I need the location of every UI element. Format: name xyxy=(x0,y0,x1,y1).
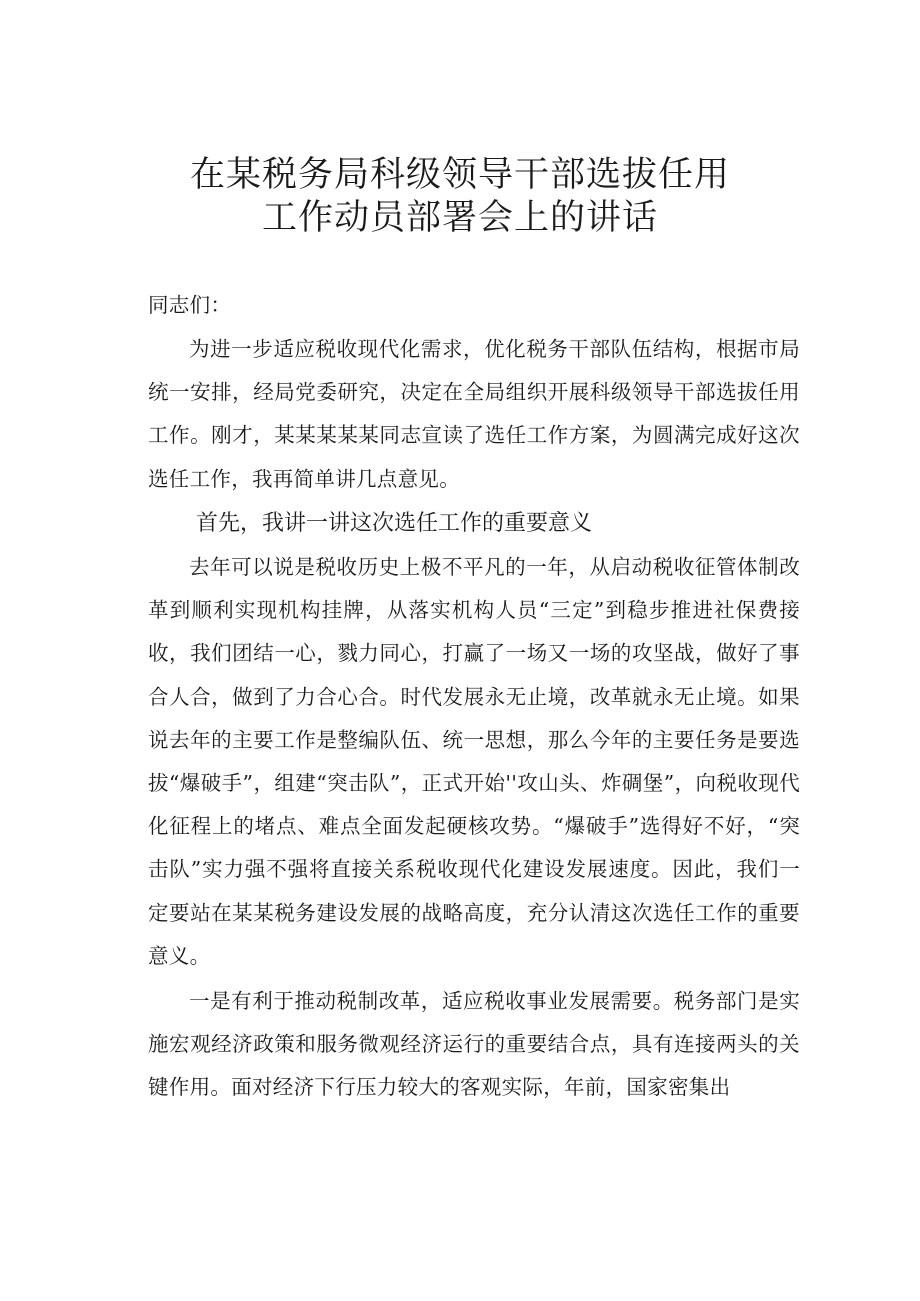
paragraph-point-one: 一是有利于推动税制改革，适应税收事业发展需要。税务部门是实施宏观经济政策和服务微观经济运行的重要结合点，具有连接两头的关键作用。面对经济下行压力较大的客观实际，年前，国家密集出 xyxy=(148,989,800,1100)
paragraph-significance: 去年可以说是税收历史上极不平凡的一年，从启动税收征管体制改革到顺利实现机构挂牌，从落实机构人员“三定”到稳步推进社保费接收，我们团结一心，戮力同心，打赢了一场又一场的攻坚战，做好了事合人合，做到了力合心合。时代发展永无止境，改革就永无止境。如果说去年的主要工作是整编队伍、统一思想，那么今年的主要任务是要选拔“爆破手”，组建“突击队”，正式开始''攻山头、炸碉堡”，向税收现代化征程上的堵点、难点全面发起硬核攻势。“爆破手”选得好不好，“突击队”实力强不强将直接关系税收现代化建设发展速度。因此，我们一定要站在某某税务建设发展的战略高度，充分认清这次选任工作的重要意义。 xyxy=(148,555,800,968)
paragraph-intro: 为进一步适应税收现代化需求，优化税务干部队伍结构，根据市局统一安排，经局党委研究，决定在全局组织开展科级领导干部选拔任用工作。刚才，某某某某某同志宣读了选任工作方案，为圆满完成好这次选任工作，我再简单讲几点意见。 xyxy=(148,337,800,491)
section-heading: 首先，我讲一讲这次选任工作的重要意义 xyxy=(196,511,593,536)
document-title-line-2: 工作动员部署会上的讲话 xyxy=(261,198,658,238)
document-title-line-1: 在某税务局科级领导干部选拔任用 xyxy=(189,155,730,195)
salutation: 同志们： xyxy=(148,293,232,317)
